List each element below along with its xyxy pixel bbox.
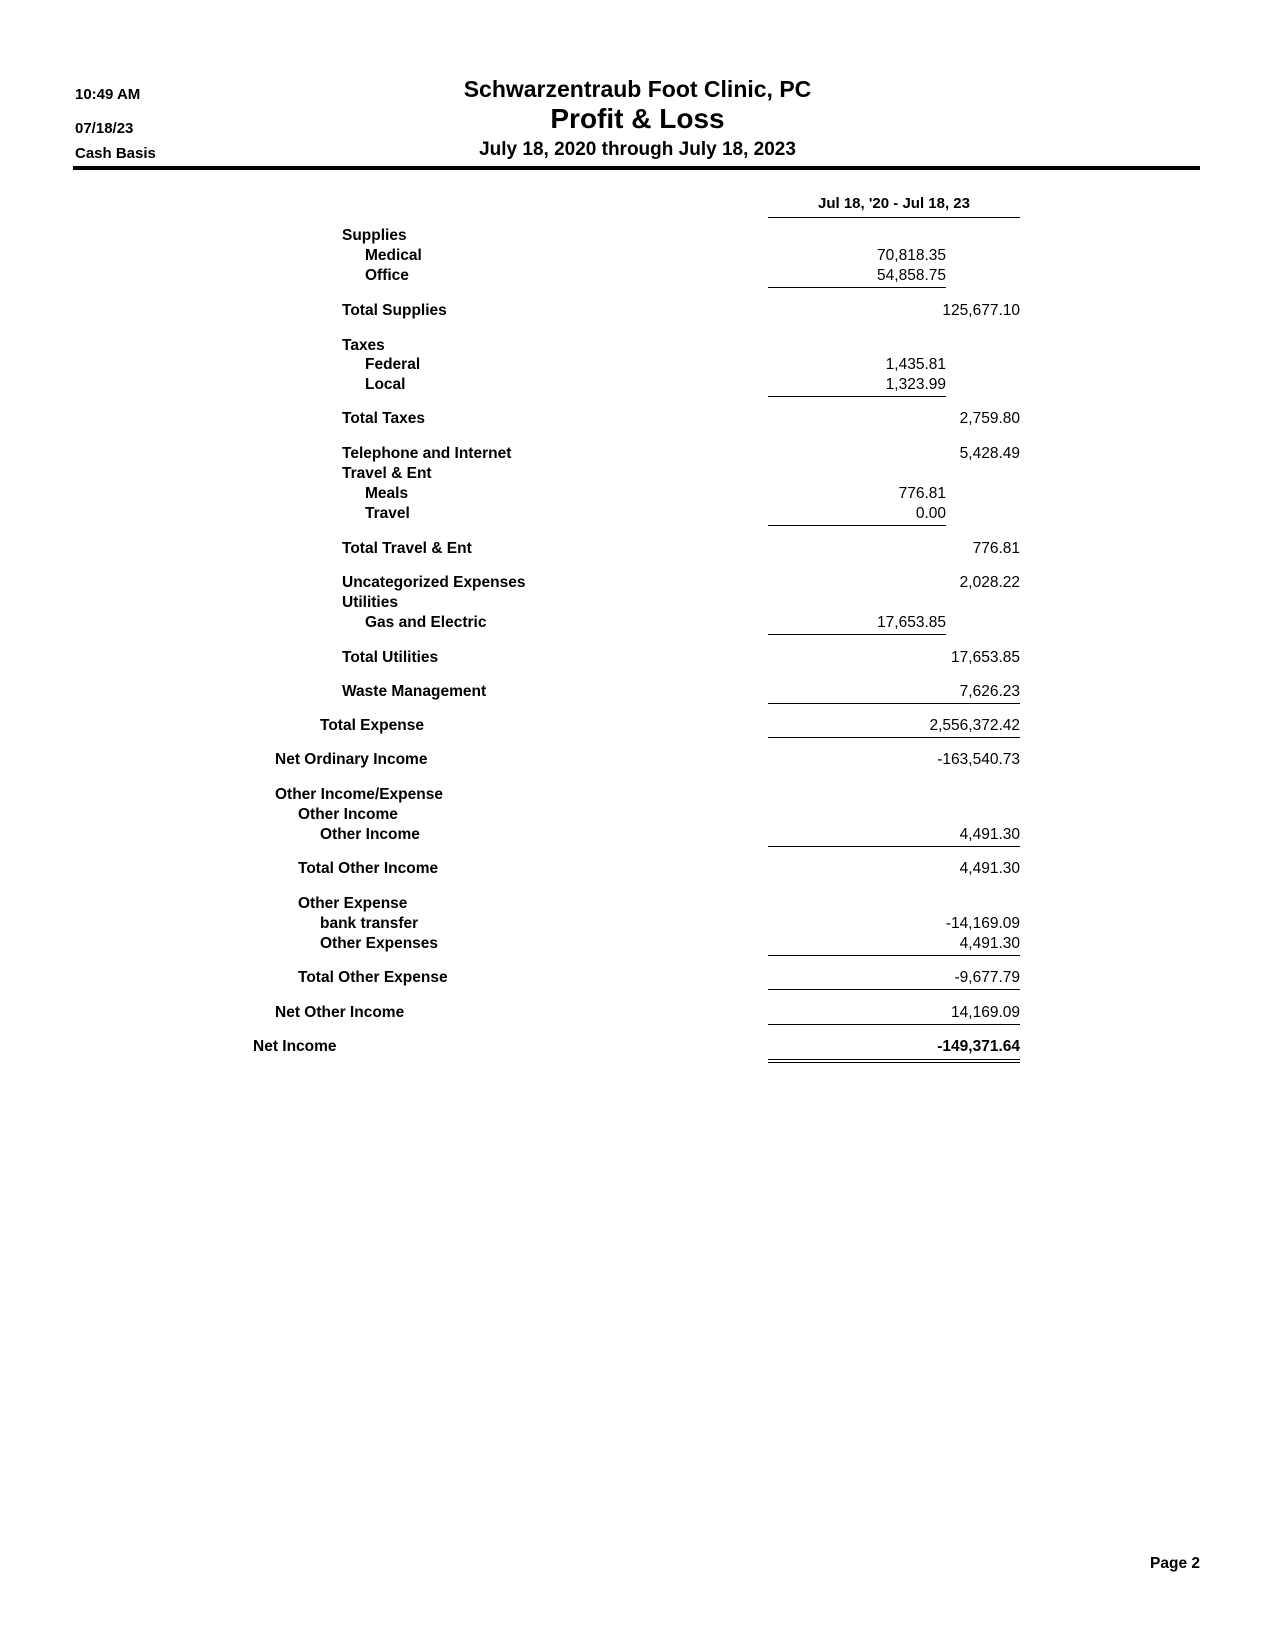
subtotal-rule (768, 1024, 1020, 1025)
subtotal-rule (768, 846, 1020, 847)
subtotal-rule (768, 525, 946, 526)
row-amount: 54,858.75 (877, 267, 946, 284)
report-row (0, 539, 1275, 559)
subtotal-rule (768, 396, 946, 397)
row-label: Taxes (342, 337, 385, 354)
row-amount: 4,491.30 (959, 935, 1020, 952)
row-label: Supplies (342, 227, 407, 244)
row-label: Net Ordinary Income (275, 751, 428, 768)
row-amount: 70,818.35 (877, 247, 946, 264)
row-amount: 4,491.30 (959, 826, 1020, 843)
row-amount: 0.00 (915, 505, 946, 522)
report-row (0, 716, 1275, 736)
report-row (0, 593, 1275, 613)
double-underline (768, 1059, 1020, 1063)
subtotal-rule (768, 955, 1020, 956)
row-amount: 125,677.10 (942, 302, 1020, 319)
row-amount: 2,556,372.42 (929, 717, 1020, 734)
report-row (0, 355, 1275, 375)
row-amount: 17,653.85 (951, 649, 1020, 666)
row-label: Uncategorized Expenses (342, 574, 526, 591)
row-amount: -9,677.79 (954, 969, 1020, 986)
row-amount: 2,759.80 (959, 410, 1020, 427)
report-period: July 18, 2020 through July 18, 2023 (479, 139, 796, 160)
row-amount: 4,491.30 (959, 860, 1020, 877)
row-label: Total Travel & Ent (342, 540, 472, 557)
row-label: Other Expenses (320, 935, 439, 952)
report-row (0, 246, 1275, 266)
column-header: Jul 18, '20 - Jul 18, 23 (818, 195, 970, 212)
report-row (0, 375, 1275, 395)
row-label: Total Taxes (342, 410, 425, 427)
report-time: 10:49 AM (75, 86, 141, 103)
report-row (0, 226, 1275, 246)
report-title: Profit & Loss (550, 103, 725, 134)
report-row (0, 464, 1275, 484)
report-row (0, 266, 1275, 286)
row-amount: 2,028.22 (959, 574, 1020, 591)
subtotal-rule (768, 737, 1020, 738)
report-row (0, 968, 1275, 988)
row-label: Office (365, 267, 409, 284)
row-label: Medical (365, 247, 422, 264)
row-label: Utilities (342, 594, 398, 611)
row-amount: 1,323.99 (885, 376, 946, 393)
row-amount: 776.81 (972, 540, 1020, 557)
row-amount: 5,428.49 (959, 445, 1020, 462)
report-row (0, 894, 1275, 914)
row-label: Travel & Ent (342, 465, 432, 482)
row-label: Net Income (253, 1038, 337, 1055)
company-name: Schwarzentraub Foot Clinic, PC (463, 76, 812, 102)
row-label: Total Utilities (342, 649, 439, 666)
report-row (0, 859, 1275, 879)
report-row (0, 825, 1275, 845)
subtotal-rule (768, 989, 1020, 990)
page-number: Page 2 (1150, 1555, 1200, 1572)
row-label: Total Other Expense (298, 969, 448, 986)
row-label: Travel (365, 505, 410, 522)
report-row (0, 336, 1275, 356)
row-label: Meals (365, 485, 409, 502)
row-label: Total Other Income (298, 860, 439, 877)
report-row (0, 409, 1275, 429)
report-row (0, 914, 1275, 934)
row-amount: -149,371.64 (937, 1038, 1020, 1055)
report-row (0, 573, 1275, 593)
report-row (0, 613, 1275, 633)
report-row (0, 301, 1275, 321)
row-amount: 14,169.09 (951, 1004, 1020, 1021)
row-label: bank transfer (320, 915, 419, 932)
report-basis: Cash Basis (75, 145, 156, 162)
row-label: Other Expense (298, 895, 408, 912)
report-row (0, 750, 1275, 770)
report-row (0, 444, 1275, 464)
row-amount: -14,169.09 (945, 915, 1020, 932)
report-row (0, 805, 1275, 825)
row-amount: -163,540.73 (937, 751, 1020, 768)
row-label: Waste Management (342, 683, 487, 700)
row-label: Other Income/Expense (275, 786, 443, 803)
row-amount: 17,653.85 (877, 614, 946, 631)
report-row (0, 934, 1275, 954)
report-row (0, 504, 1275, 524)
row-label: Local (365, 376, 406, 393)
subtotal-rule (768, 287, 946, 288)
row-amount: 776.81 (898, 485, 946, 502)
report-date: 07/18/23 (75, 120, 134, 137)
row-label: Other Income (320, 826, 420, 843)
row-label: Gas and Electric (365, 614, 487, 631)
row-label: Net Other Income (275, 1004, 405, 1021)
row-label: Telephone and Internet (342, 445, 512, 462)
report-row (0, 785, 1275, 805)
report-row (0, 1003, 1275, 1023)
row-amount: 7,626.23 (959, 683, 1020, 700)
report-row (0, 1037, 1275, 1057)
row-label: Total Expense (320, 717, 424, 734)
subtotal-rule (768, 634, 946, 635)
row-amount: 1,435.81 (885, 356, 946, 373)
subtotal-rule (768, 703, 1020, 704)
report-row (0, 682, 1275, 702)
row-label: Other Income (298, 806, 398, 823)
row-label: Federal (365, 356, 421, 373)
report-row (0, 484, 1275, 504)
report-row (0, 648, 1275, 668)
row-label: Total Supplies (342, 302, 447, 319)
